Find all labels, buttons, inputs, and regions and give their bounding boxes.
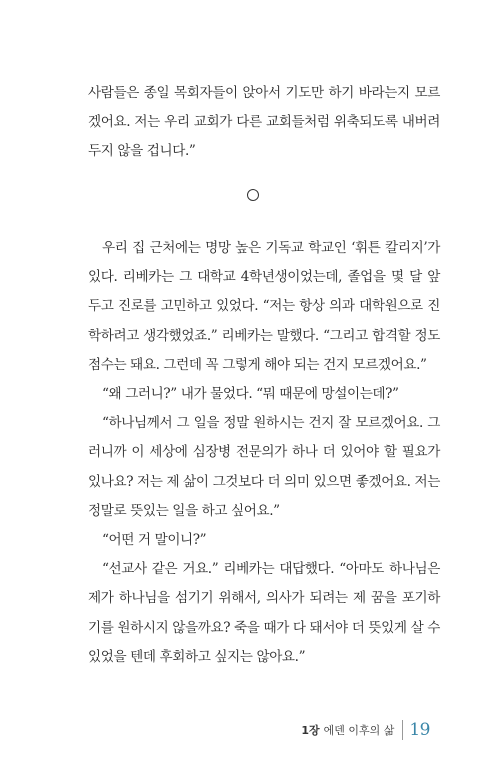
- chapter-label: 1장: [301, 724, 320, 737]
- running-footer: [301, 718, 430, 742]
- page-number: 19: [409, 720, 430, 740]
- section-divider-circle-icon: [247, 189, 259, 201]
- paragraph: “어떤 거 말이니?”: [102, 532, 207, 549]
- paragraph: “하나님께서 그 일을 정말 원하시는 건지 잘 모르겠어요. 그러니까 이 세상에 심장병 전문의가 하나 더 있어야 할 필요가 있나요? 저는 제 삶이 그것보다 더 의미 있으면 좋겠어요. 저는 정말로 뜻있는 일을 하고 싶어요.”: [88, 415, 440, 519]
- paragraph-continued: 사람들은 종일 목회자들이 앉아서 기도만 하기 바라는지 모르겠어요. 저는 우리 교회가 다른 교회들처럼 위축되도록 내버려 두지 않을 겁니다.”: [88, 85, 440, 160]
- paragraph: 우리 집 근처에는 명망 높은 기독교 학교인 ‘휘튼 칼리지’가 있다. 리베카는 그 대학교 4학년생이었는데, 졸업을 몇 달 앞두고 진로를 고민하고 있었다. “저는 항상 의과 대학원으로 진학하려고 생각했었죠.” 리베카는 말했다. “그리고 합격할 정도 점수는 돼요. 그런데 꼭 그렇게 해야 되는 건지 모르겠어요.”: [88, 240, 440, 373]
- body-text-top: [88, 79, 440, 167]
- footer-divider: [402, 720, 403, 740]
- body-text-main: [88, 234, 440, 672]
- paragraph: “선교사 같은 거요.” 리베카는 대답했다. “아마도 하나님은 제가 하나님을 섬기기 위해서, 의사가 되려는 제 꿈을 포기하기를 원하시지 않을까요? 죽을 때가 다 돼서야 더 뜻있게 살 수 있었을 텐데 후회하고 싶지는 않아요.”: [88, 561, 440, 665]
- chapter-title: 에덴 이후의 삶: [323, 724, 395, 737]
- paragraph: “왜 그러니?” 내가 물었다. “뭐 때문에 망설이는데?”: [102, 386, 399, 403]
